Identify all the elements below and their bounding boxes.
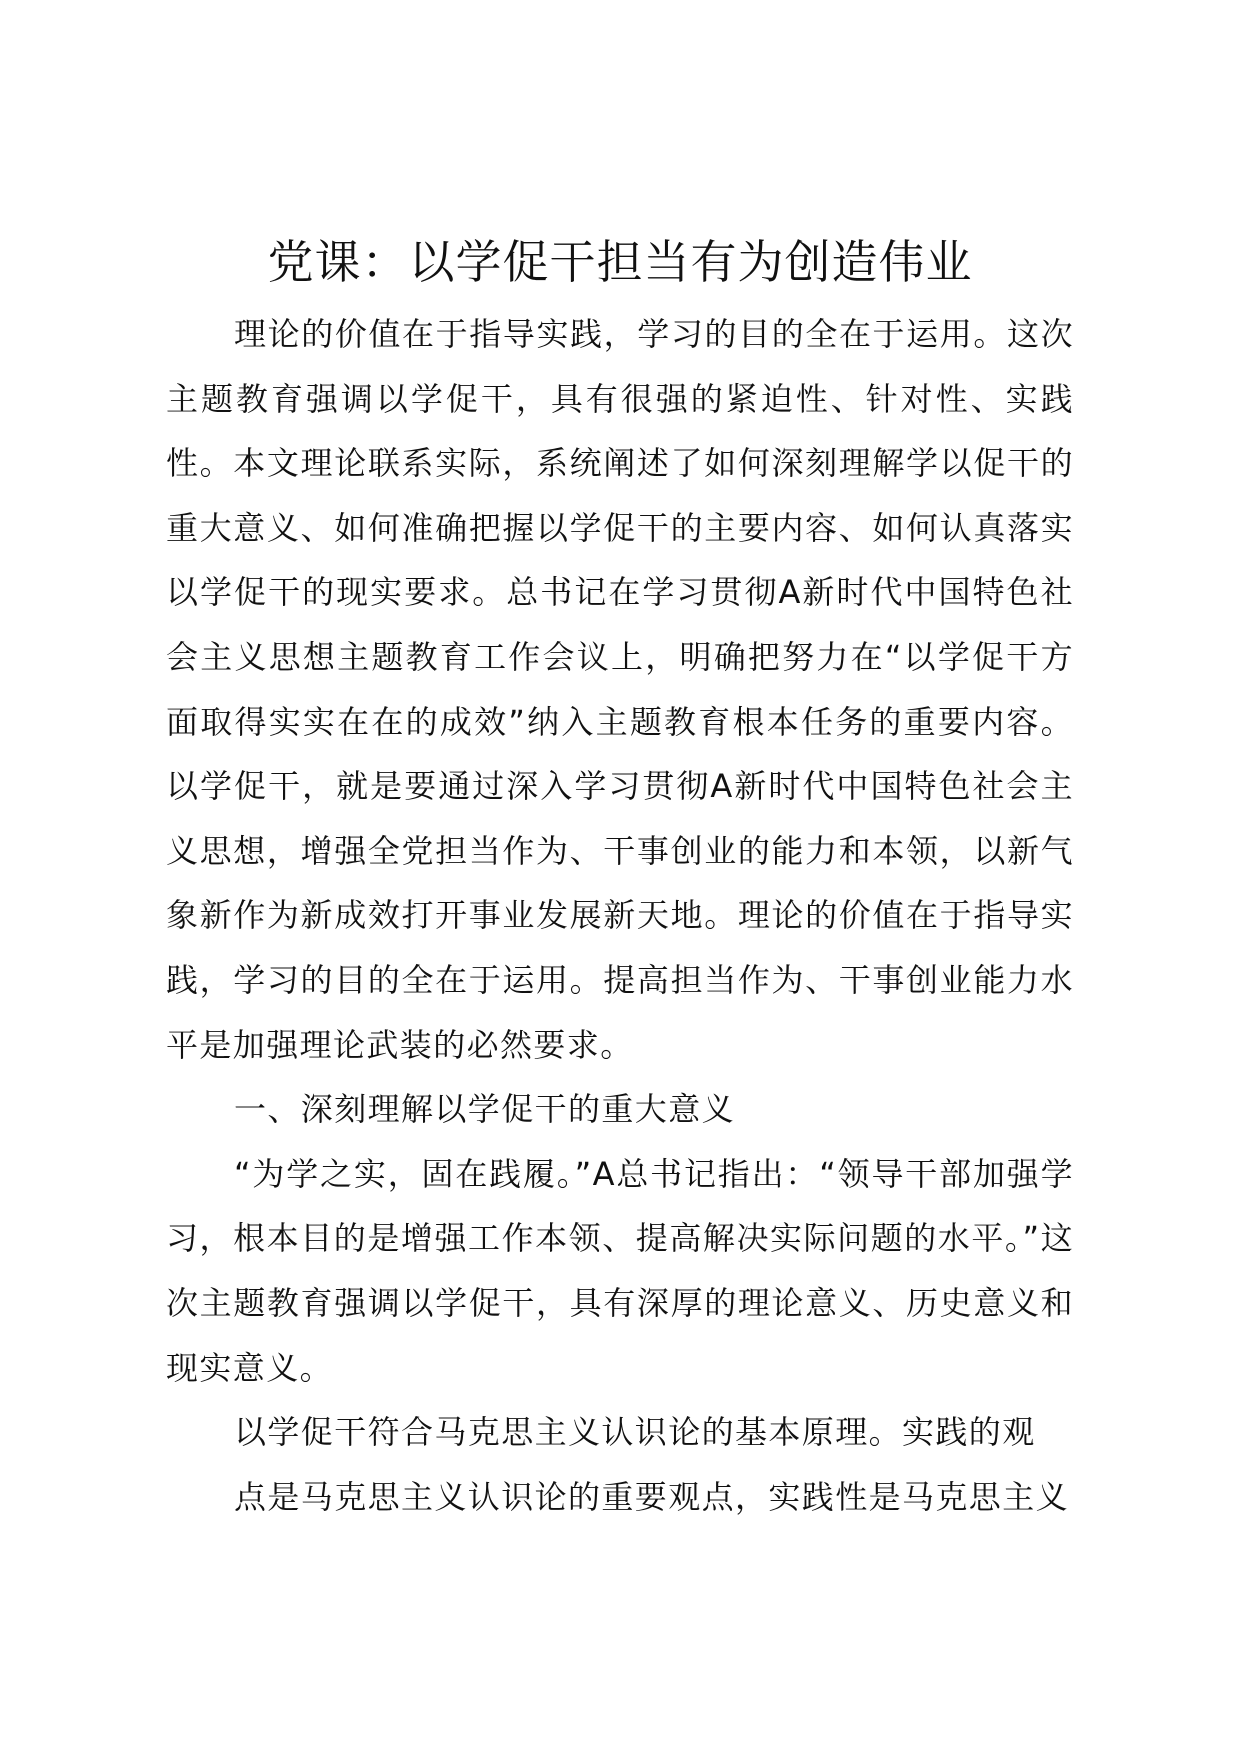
section-paragraph: “为学之实，固在践履。”A总书记指出：“领导干部加强学习，根本目的是增强工作本领、提高解决实际问题的水平。”这次主题教育强调以学促干，具有深厚的理论意义、历史意义和现实意义。 <box>166 1154 1074 1387</box>
closing-line-1: 以学促干符合马克思主义认识论的基本原理。实践的观 <box>234 1413 1036 1452</box>
section-heading: 一、深刻理解以学促干的重大意义 <box>234 1090 736 1129</box>
document-title: 党课：以学促干担当有为创造伟业 <box>267 235 973 289</box>
document-body <box>166 302 1074 1529</box>
intro-paragraph: 理论的价值在于指导实践，学习的目的全在于运用。这次主题教育强调以学促干，具有很强的紧迫性、针对性、实践性。本文理论联系实际，系统阐述了如何深刻理解学以促干的重大意义、如何准确把握以学促干的主要内容、如何认真落实以学促干的现实要求。总书记在学习贯彻A新时代中国特色社会主义思想主题教育工作会议上，明确把努力在“以学促干方面取得实实在在的成效”纳入主题教育根本任务的重要内容。以学促干，就是要通过深入学习贯彻A新时代中国特色社会主义思想，增强全党担当作为、干事创业的能力和本领，以新气象新作为新成效打开事业发展新天地。理论的价值在于指导实践，学习的目的全在于运用。提高担当作为、干事创业能力水平是加强理论武装的必然要求。 <box>166 315 1074 1064</box>
closing-line-2: 点是马克思主义认识论的重要观点，实践性是马克思主义 <box>234 1477 1070 1516</box>
